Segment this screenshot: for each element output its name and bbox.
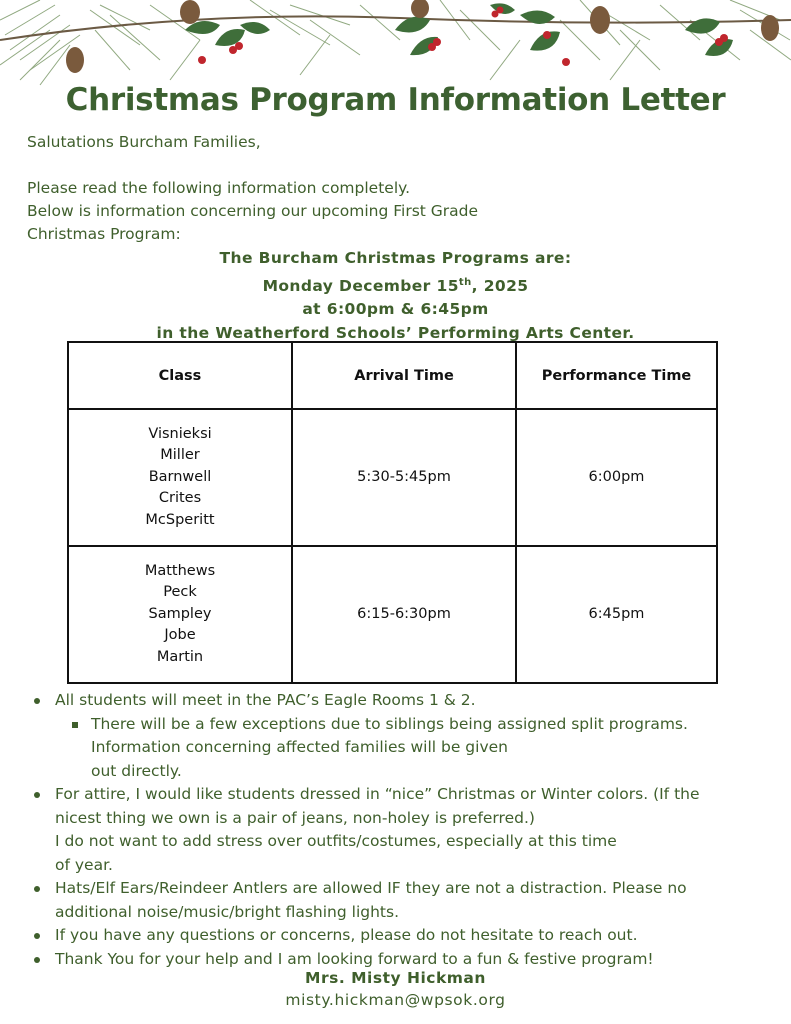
bullet-icon xyxy=(34,933,40,939)
bullet-text: nicest thing we own is a pair of jeans, non-holey is preferred.) xyxy=(55,808,535,827)
arrival-time-cell: 5:30-5:45pm xyxy=(292,409,516,546)
bullet-icon xyxy=(34,698,40,704)
square-bullet-icon xyxy=(72,722,78,728)
bullet-text: of year. xyxy=(55,855,113,874)
class-name: Peck xyxy=(163,584,197,601)
intro-line: Christmas Program: xyxy=(27,225,181,243)
information-list xyxy=(34,689,754,971)
pine-garland-decoration xyxy=(0,0,791,88)
class-name: Barnwell xyxy=(148,468,212,485)
bullet-text: There will be a few exceptions due to siblings being assigned split programs. xyxy=(91,714,688,733)
program-date-ordinal: th xyxy=(458,276,472,288)
bullet-text: For attire, I would like students dressed in “nice” Christmas or Winter colors. (If the xyxy=(55,785,700,803)
bullet-icon xyxy=(34,792,40,798)
intro-paragraph xyxy=(27,177,478,246)
bullet-text: out directly. xyxy=(91,761,182,780)
table-row xyxy=(68,546,717,683)
signature-email[interactable]: misty.hickman@wpsok.org xyxy=(285,991,506,1009)
letter-title: Christmas Program Information Letter xyxy=(65,82,726,118)
list-item xyxy=(34,924,754,948)
column-header-class: Class xyxy=(68,342,292,409)
program-heading: The Burcham Christmas Programs are: xyxy=(219,249,572,267)
program-date-main: Monday December 15 xyxy=(262,276,459,295)
column-header-arrival: Arrival Time xyxy=(292,342,516,409)
performance-time-cell: 6:00pm xyxy=(516,409,717,546)
program-date xyxy=(0,271,791,299)
class-name: Martin xyxy=(156,648,204,665)
program-location: in the Weatherford Schools’ Performing Arts Center. xyxy=(156,323,635,342)
class-name: Miller xyxy=(160,447,200,464)
intro-line: Below is information concerning our upcoming First Grade xyxy=(27,202,479,220)
list-item xyxy=(34,948,754,972)
bullet-text: All students will meet in the PAC’s Eagle Rooms 1 & 2. xyxy=(55,691,476,709)
class-list-cell xyxy=(68,409,292,546)
list-item xyxy=(34,783,754,877)
program-details xyxy=(0,247,791,345)
signature-name: Mrs. Misty Hickman xyxy=(305,969,486,987)
program-times: at 6:00pm & 6:45pm xyxy=(302,300,489,318)
class-name: Crites xyxy=(158,490,202,507)
arrival-time-cell: 6:15-6:30pm xyxy=(292,546,516,683)
table-header-row xyxy=(68,342,717,409)
schedule-table xyxy=(67,341,718,684)
greeting: Salutations Burcham Families, xyxy=(27,133,261,151)
class-name: Visnieksi xyxy=(148,425,212,442)
class-name: Jobe xyxy=(164,627,196,644)
table-row xyxy=(68,409,717,546)
column-header-performance: Performance Time xyxy=(516,342,717,409)
intro-line: Please read the following information completely. xyxy=(27,179,411,197)
bullet-text: If you have any questions or concerns, please do not hesitate to reach out. xyxy=(55,926,638,944)
bullet-text: I do not want to add stress over outfits/costumes, especially at this time xyxy=(55,832,617,850)
bullet-icon xyxy=(34,957,40,963)
class-name: Sampley xyxy=(148,605,212,622)
bullet-text: Hats/Elf Ears/Reindeer Antlers are allowed IF they are not a distraction. Please no xyxy=(55,879,687,897)
bullet-text: additional noise/music/bright flashing lights. xyxy=(55,902,399,921)
bullet-text: Thank You for your help and I am looking forward to a fun & festive program! xyxy=(55,949,654,968)
class-list-cell xyxy=(68,546,292,683)
program-date-year: , 2025 xyxy=(471,276,529,295)
list-item xyxy=(34,877,754,924)
bullet-icon xyxy=(34,886,40,892)
list-item xyxy=(34,689,754,713)
class-name: Matthews xyxy=(144,562,216,579)
class-name: McSperitt xyxy=(145,511,215,528)
performance-time-cell: 6:45pm xyxy=(516,546,717,683)
bullet-text: Information concerning affected families will be given xyxy=(91,738,508,756)
sub-list-item xyxy=(13,713,713,784)
